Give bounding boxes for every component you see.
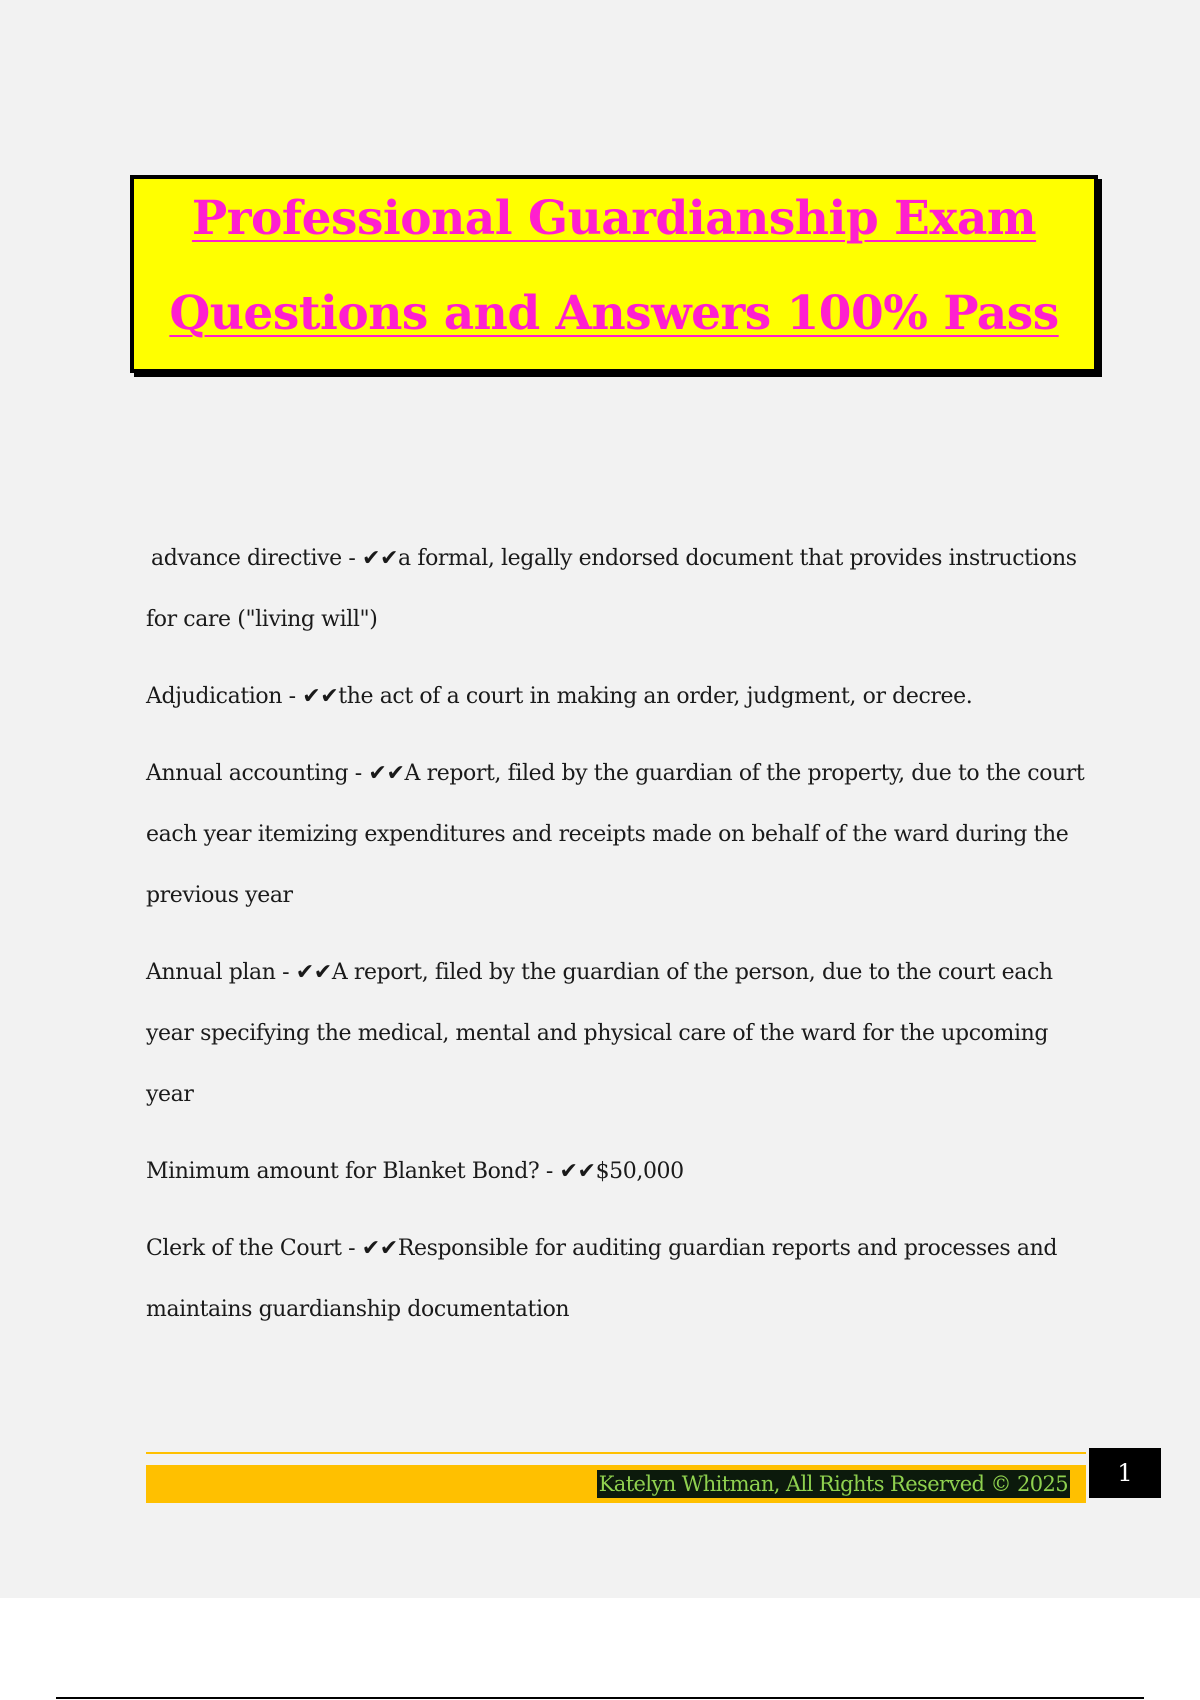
glossary-entry-adjudication: Adjudication - ✔✔the act of a court in making an order, judgment, or decree. [146, 684, 973, 709]
glossary-entry-advance-directive: advance directive - ✔✔a formal, legally endorsed document that provides instructions for care ("living will") [146, 546, 1077, 632]
document-title-line-2: Questions and Answers 100% Pass [169, 286, 1059, 341]
glossary-entry-blanket-bond: Minimum amount for Blanket Bond? - ✔✔$50,000 [146, 1159, 684, 1184]
glossary-entry-annual-accounting: Annual accounting - ✔✔A report, filed by the guardian of the property, due to the court each year itemizing expenditures and receipts made on behalf of the ward during the previous year [146, 761, 1085, 908]
page-number: 1 [1089, 1448, 1161, 1498]
title-box [130, 175, 1098, 373]
glossary-entry-clerk-of-court: Clerk of the Court - ✔✔Responsible for auditing guardian reports and processes and maintains guardianship documentation [146, 1236, 1058, 1322]
document-title-line-1: Professional Guardianship Exam [191, 191, 1037, 246]
glossary-list [146, 528, 1096, 1356]
page-separator [56, 1697, 1144, 1699]
footer-rule [146, 1452, 1086, 1454]
footer-bar [146, 1465, 1086, 1503]
glossary-entry-annual-plan: Annual plan - ✔✔A report, filed by the guardian of the person, due to the court each year specifying the medical, mental and physical care of the ward for the upcoming year [146, 960, 1053, 1107]
footer-copyright: Katelyn Whitman, All Rights Reserved © 2025 [598, 1472, 1068, 1496]
